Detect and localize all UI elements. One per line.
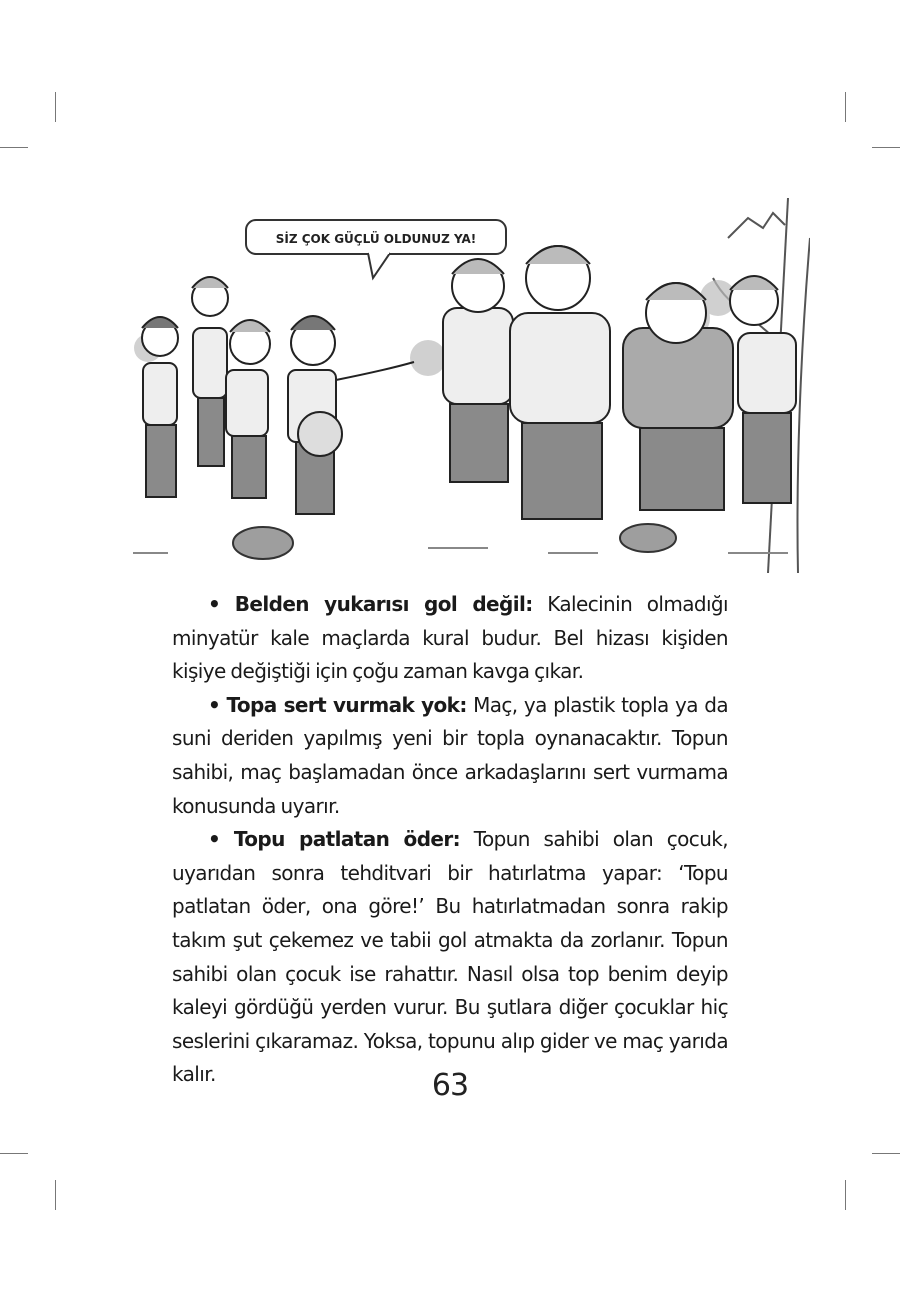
- ground: [133, 548, 788, 553]
- paragraph-text: Maç, ya plastik topla ya da suni deriden yapılmış yeni bir topla oynanacaktır. Topun sahibi, maç başlamadan önce arkadaşlarını sert vurmama konusunda uyarır.: [172, 692, 728, 818]
- football: [298, 412, 342, 456]
- big-kid-3: [623, 283, 733, 510]
- kid-1: [142, 317, 178, 497]
- paragraph: [172, 823, 728, 1092]
- cartoon-illustration: [128, 198, 810, 573]
- crop-mark-top-right-vertical: [845, 92, 846, 122]
- bullet: •: [208, 592, 221, 616]
- page-number: 63: [431, 1068, 469, 1103]
- body-text: [172, 588, 728, 1092]
- term-heading: Topa sert vurmak yok:: [226, 692, 467, 717]
- big-kid-2: [510, 246, 610, 519]
- rock-right: [620, 524, 676, 552]
- kid-2: [192, 277, 228, 466]
- crop-mark-top-left-horizontal: [0, 147, 28, 148]
- big-kid-4: [730, 276, 796, 503]
- crop-mark-bottom-right-vertical: [845, 1180, 846, 1210]
- crop-mark-bottom-left-vertical: [55, 1180, 56, 1210]
- crop-mark-bottom-right-horizontal: [872, 1153, 900, 1154]
- kid-3: [226, 320, 270, 498]
- term-heading: Topu patlatan öder:: [233, 827, 461, 852]
- crop-mark-top-left-vertical: [55, 92, 56, 122]
- bullet: •: [208, 692, 221, 717]
- big-kid-1: [443, 259, 513, 482]
- speech-bubble-text: SİZ ÇOK GÜÇLÜ OLDUNUZ YA!: [275, 232, 477, 246]
- paragraph: [172, 588, 728, 689]
- paragraph-text: Topun sahibi olan çocuk, uyarıdan sonra tehditvari bir hatırlatma yapar: ‘Topu patlatan öder, ona göre!’ Bu hatırlatmadan sonra rakip takım şut çekemez ve tabii gol atmakta da zorlanır. Topun sahibi olan çocuk ise rahattır. Nasıl olsa top benim deyip kaleyi gördüğü yerden vurur. Bu şutlara diğer çocuklar hiç seslerini çıkaramaz. Yoksa, topunu alıp gider ve maç yarıda kalır.: [172, 827, 729, 1087]
- term-heading: Belden yukarısı gol değil:: [234, 592, 533, 616]
- paragraph: [172, 689, 728, 823]
- rock-left: [233, 527, 293, 559]
- paragraph-text: Kalecinin olmadığı minyatür kale maçlarda kural budur. Bel hizası kişiden kişiye değiştiği için çoğu zaman kavga çıkar.: [172, 592, 728, 684]
- crop-mark-bottom-left-horizontal: [0, 1153, 28, 1154]
- kid-with-ball: [288, 316, 414, 514]
- crop-mark-top-right-horizontal: [872, 147, 900, 148]
- bullet: •: [208, 827, 221, 852]
